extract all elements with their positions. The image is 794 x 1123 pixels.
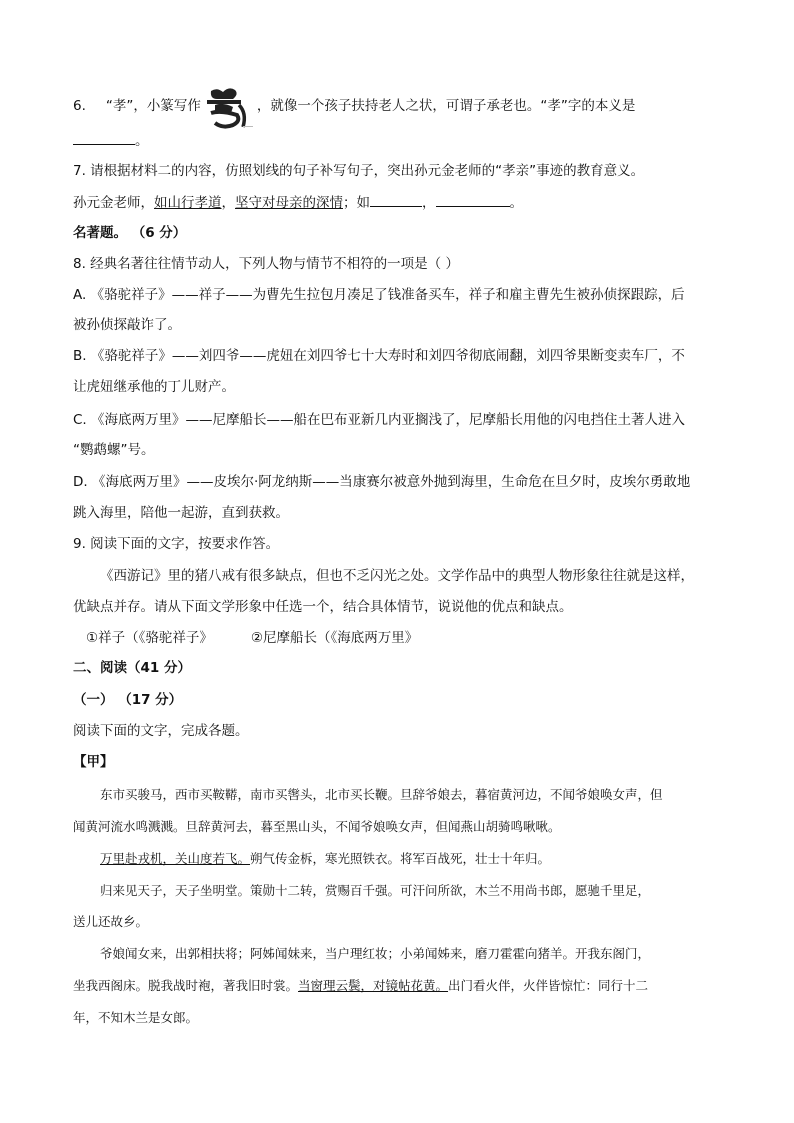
q8-option-c-line2: “鹦鹉螺”号。 — [73, 442, 155, 458]
q8-option-d-line1: D. 《海底两万里》——皮埃尔·阿龙纳斯——当康赛尔被意外抛到海里，生命危在旦夕时，皮埃尔勇敢地 — [73, 474, 691, 490]
q7-comma-1: ， — [221, 195, 235, 211]
q6-text-a: “孝”，小篆写作 — [105, 98, 201, 114]
section-reading-heading: 二、阅读（41 分） — [73, 660, 191, 676]
q7-blank-1[interactable] — [370, 192, 422, 207]
q9-paragraph-line1: 《西游记》里的猪八戒有很多缺点，但也不乏闪光之处。文学作品中的典型人物形象往往就是这样， — [100, 568, 694, 584]
q6-text-b: ，就像一个孩子扶持老人之状，可谓子承老也。“孝”字的本义是 — [256, 98, 636, 114]
q6-end: 。 — [135, 133, 149, 149]
q6-answer-line — [73, 130, 149, 151]
q9-prompt: 9. 阅读下面的文字，按要求作答。 — [73, 536, 280, 552]
q7-text-a: 孙元金老师， — [73, 195, 154, 211]
reading-prompt: 阅读下面的文字，完成各题。 — [73, 723, 249, 739]
poem-line-4: 归来见天子，天子坐明堂。策勋十二转，赏赐百千强。可汗问所欲，木兰不用尚书郎，愿驰千里足， — [100, 883, 651, 898]
q7-blank-2[interactable] — [436, 192, 510, 207]
q8-prompt: 8. 经典名著往往情节动人，下列人物与情节不相符的一项是（ ） — [73, 256, 459, 272]
poem-line-1: 东市买骏马，西市买鞍鞯，南市买辔头，北市买长鞭。旦辞爷娘去，暮宿黄河边，不闻爷娘唤女声，但 — [100, 787, 663, 802]
q7-underlined-2: 坚守对母亲的深情 — [235, 195, 343, 211]
q9-option-1: ①祥子（《骆驼祥子》 — [86, 630, 213, 646]
q8-option-c-line1: C. 《海底两万里》——尼摩船长——船在巴布亚新几内亚搁浅了，尼摩船长用他的闪电挡住土著人进入 — [73, 412, 686, 428]
q9-options — [86, 628, 418, 648]
q6-answer-blank[interactable] — [73, 130, 135, 145]
poem-line-3-rest: 朔气传金柝，寒光照铁衣。将军百战死，壮士十年归。 — [250, 851, 551, 866]
section-classics-heading: 名著题。 （6 分） — [73, 225, 187, 241]
q7-prompt: 7. 请根据材料二的内容，仿照划线的句子补写句子，突出孙元金老师的“孝亲”事迹的教育意义。 — [73, 163, 645, 179]
poem-line-7 — [73, 976, 648, 996]
seal-script-xiao-image — [203, 83, 253, 129]
subsection-1-heading: （一） （17 分） — [73, 692, 183, 708]
q8-option-a-line1: A. 《骆驼祥子》——祥子——为曹先生拉包月凑足了钱准备买车，祥子和雇主曹先生被孙侦探跟踪，后 — [73, 287, 685, 303]
q8-option-b-line1: B. 《骆驼祥子》——刘四爷——虎妞在刘四爷七十大寿时和刘四爷彻底闹翻，刘四爷果断变卖车厂，不 — [73, 348, 685, 364]
poem-line-5: 送儿还故乡。 — [73, 914, 149, 929]
q8-option-b-line2: 让虎妞继承他的丁儿财产。 — [73, 379, 235, 395]
poem-line-2: 闻黄河流水鸣溅溅。旦辞黄河去，暮至黑山头，不闻爷娘唤女声，但闻燕山胡骑鸣啾啾。 — [73, 819, 561, 834]
q7-comma-2: ， — [422, 195, 436, 211]
poem-line-3 — [100, 849, 550, 869]
q9-paragraph-line2: 优缺点并存。请从下面文学形象中任选一个，结合具体情节，说说他的优点和缺点。 — [73, 599, 573, 615]
seal-xiao-icon — [203, 83, 253, 129]
q8-option-a-line2: 被孙侦探敲诈了。 — [73, 317, 181, 333]
passage-jia-label: 【甲】 — [73, 754, 114, 770]
q6-number: 6. — [73, 98, 86, 114]
poem-line-7-a: 坐我西阁床。脱我战时袍，著我旧时裳。 — [73, 978, 299, 993]
poem-underlined-1: 万里赴戎机，关山度若飞。 — [100, 851, 251, 866]
q7-sentence — [73, 192, 523, 213]
q9-option-2: ②尼摩船长（《海底两万里》 — [250, 630, 419, 646]
poem-line-7-b: 出门看火伴，火伴皆惊忙：同行十二 — [448, 978, 649, 993]
q7-underlined-1: 如山行孝道 — [154, 195, 222, 211]
poem-line-6: 爷娘闻女来，出郭相扶将；阿姊闻妹来，当户理红妆；小弟闻姊来，磨刀霍霍向猪羊。开我东阁门， — [100, 946, 651, 961]
q6-line — [73, 83, 635, 129]
poem-underlined-2: 当窗理云鬓，对镜帖花黄。 — [298, 978, 449, 993]
poem-line-8: 年，不知木兰是女郎。 — [73, 1010, 199, 1025]
q8-option-d-line2: 跳入海里，陪他一起游，直到获救。 — [73, 505, 289, 521]
q7-end: 。 — [509, 195, 523, 211]
q7-text-b: ；如 — [343, 195, 370, 211]
